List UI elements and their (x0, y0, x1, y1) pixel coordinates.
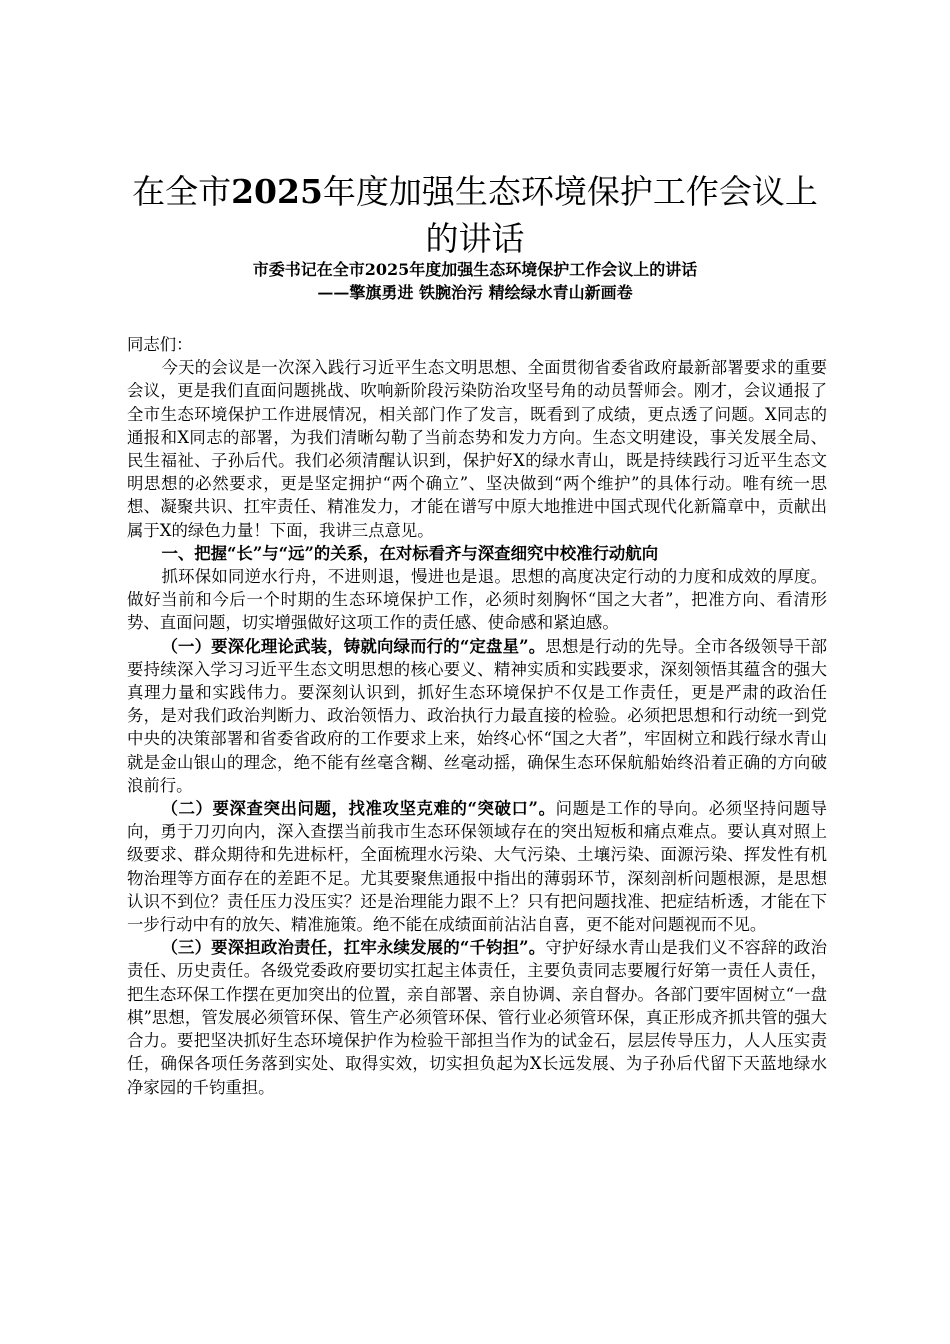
subtitle-line-1: 市委书记在全市2025年度加强生态环境保护工作会议上的讲话 (252, 260, 698, 279)
title-part2: 年度加强生态环境保护工作会议上的讲话 (322, 172, 818, 258)
point-1-lead: （一）要深化理论武装，铸就向绿而行的“定盘星”。 (161, 636, 546, 656)
point-2-paragraph (127, 797, 827, 936)
point-1-paragraph (127, 635, 827, 797)
point-3-paragraph (127, 936, 827, 1098)
point-2-lead: （二）要深查突出问题，找准攻坚克难的“突破口”。 (161, 799, 556, 819)
section-1-intro-paragraph: 抓环保如同逆水行舟，不进则退，慢进也是退。思想的高度决定行动的力度和成效的厚度。做好当前和今后一个时期的生态环境保护工作，必须时刻胸怀“国之大者”，把准方向、看清形势、直面问题，切实增强做好这项工作的责任感、使命感和紧迫感。 (127, 567, 827, 633)
point-1-text: 思想是行动的先导。全市各级领导干部要持续深入学习习近平生态文明思想的核心要义、精神实质和实践要求，深刻领悟其蕴含的强大真理力量和实践伟力。要深刻认识到，抓好生态环境保护不仅是工作责任，更是严肃的政治任务，是对我们政治判断力、政治领悟力、政治执行力最直接的检验。必须把思想和行动统一到党中央的决策部署和省委省政府的工作要求上来，始终心怀“国之大者”，牢固树立和践行绿水青山就是金山银山的理念，绝不能有丝毫含糊、丝毫动摇，确保生态环保航船始终沿着正确的方向破浪前行。 (127, 636, 828, 795)
document-title (120, 168, 830, 262)
title-part1: 在全市 (132, 172, 232, 211)
document-body (127, 333, 827, 1099)
section-1-heading: 一、把握“长”与“远”的关系，在对标看齐与深查细究中校准行动航向 (161, 543, 659, 563)
subtitle-line-2: ——擎旗勇进 铁腕治污 精绘绿水青山新画卷 (317, 283, 633, 302)
point-3-text: 守护好绿水青山是我们义不容辞的政治责任、历史责任。各级党委政府要切实扛起主体责任，主要负责同志要履行好第一责任人责任，把生态环保工作摆在更加突出的位置，亲自部署、亲自协调、亲自督办。各部门要牢固树立“一盘棋”思想，管发展必须管环保、管生产必须管环保、管行业必须管环保，真正形成齐抓共管的强大合力。要把坚决抓好生态环境保护作为检验干部担当作为的试金石，层层传导压力，人人压实责任，确保各项任务落到实处、取得实效，切实担负起为X长远发展、为子孙后代留下天蓝地绿水净家园的千钧重担。 (127, 938, 828, 1097)
salutation: 同志们： (127, 335, 193, 354)
point-3-lead: （三）要深担政治责任，扛牢永续发展的“千钧担”。 (161, 938, 546, 958)
document-subtitle (120, 258, 830, 304)
title-year: 2025 (231, 172, 323, 211)
intro-paragraph: 今天的会议是一次深入践行习近平生态文明思想、全面贯彻省委省政府最新部署要求的重要会议，更是我们直面问题挑战、吹响新阶段污染防治攻坚号角的动员誓师会。刚才，会议通报了全市生态环境保护工作进展情况，相关部门作了发言，既看到了成绩，更点透了问题。X同志的通报和X同志的部署，为我们清晰勾勒了当前态势和发力方向。生态文明建设，事关发展全局、民生福祉、子孙后代。我们必须清醒认识到，保护好X的绿水青山，既是持续践行习近平生态文明思想的必然要求，更是坚定拥护“两个确立”、坚决做到“两个维护”的具体行动。唯有统一思想、凝聚共识、扛牢责任、精准发力，才能在谱写中原大地推进中国式现代化新篇章中，贡献出属于X的绿色力量！下面，我讲三点意见。 (127, 358, 827, 540)
point-2-text: 问题是工作的导向。必须坚持问题导向，勇于刀刃向内，深入查摆当前我市生态环保领域存在的突出短板和痛点难点。要认真对照上级要求、群众期待和先进标杆，全面梳理水污染、大气污染、土壤污染、面源污染、挥发性有机物治理等方面存在的差距不足。尤其要聚焦通报中指出的薄弱环节，深刻剖析问题根源，是思想认识不到位？责任压力没压实？还是治理能力跟不上？只有把问题找准、把症结析透，才能在下一步行动中有的放矢、精准施策。绝不能在成绩面前沾沾自喜，更不能对问题视而不见。 (127, 799, 828, 935)
